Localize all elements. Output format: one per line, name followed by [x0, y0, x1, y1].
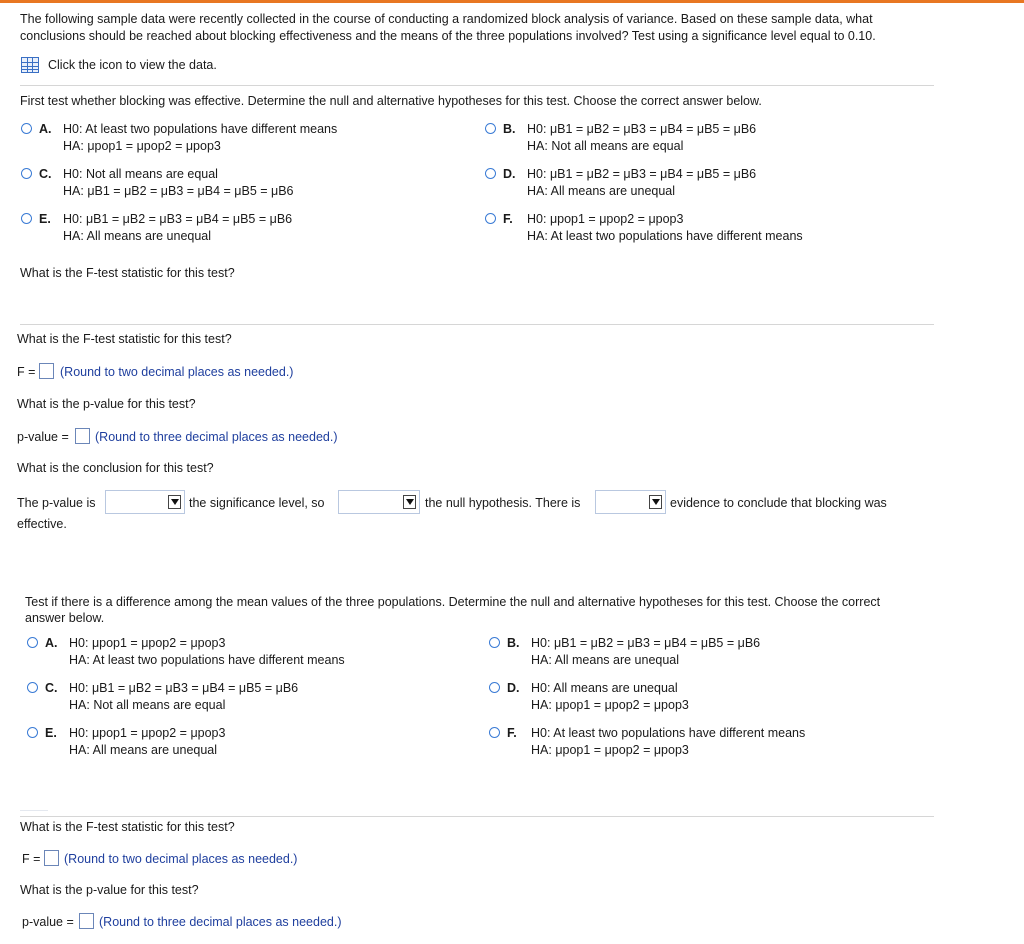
part1-f-question-preview: What is the F-test statistic for this test?: [20, 266, 235, 280]
h0-label: H0:: [527, 212, 547, 226]
h0-label: H0:: [63, 167, 83, 181]
conclusion-text-4: evidence to conclude that blocking was: [670, 496, 887, 510]
radio-button[interactable]: [27, 637, 38, 648]
part2-f-hint: (Round to two decimal places as needed.): [64, 852, 298, 866]
radio-button[interactable]: [485, 168, 496, 179]
option-letter: D.: [507, 681, 520, 695]
null-hypothesis: [527, 212, 683, 226]
ha-text: All means are unequal: [554, 653, 680, 667]
option-letter: F.: [503, 212, 513, 226]
null-hypothesis: [527, 167, 756, 181]
radio-button[interactable]: [485, 213, 496, 224]
divider: [20, 324, 934, 325]
option-letter: C.: [45, 681, 58, 695]
h0-label: H0:: [69, 636, 89, 650]
alternative-hypothesis: [63, 229, 211, 243]
alternative-hypothesis: [527, 139, 683, 153]
h0-text: Not all means are equal: [85, 167, 218, 181]
h0-text: At least two populations have different means: [85, 122, 338, 136]
h0-text: μB1 = μB2 = μB3 = μB4 = μB5 = μB6: [91, 681, 299, 695]
option-letter: A.: [39, 122, 52, 136]
conclusion-text-2: the significance level, so: [189, 496, 325, 510]
alternative-hypothesis: [527, 184, 675, 198]
radio-button[interactable]: [21, 213, 32, 224]
part2-f-label: F =: [22, 852, 41, 866]
h0-text: μB1 = μB2 = μB3 = μB4 = μB5 = μB6: [549, 122, 757, 136]
part1-prompt: First test whether blocking was effective. Determine the null and alternative hypotheses for this test. Choose the correct answer below.: [20, 94, 762, 108]
part1-f-input[interactable]: [39, 363, 54, 379]
null-hypothesis: [527, 122, 756, 136]
part2-p-input[interactable]: [79, 913, 94, 929]
null-hypothesis: [531, 681, 678, 695]
ha-label: HA:: [69, 698, 90, 712]
part1-conclusion-question: What is the conclusion for this test?: [17, 461, 214, 475]
ha-label: HA:: [531, 698, 552, 712]
alternative-hypothesis: [63, 184, 294, 198]
ha-label: HA:: [527, 139, 548, 153]
h0-label: H0:: [531, 681, 551, 695]
h0-text: μpop1 = μpop2 = μpop3: [91, 636, 226, 650]
h0-label: H0:: [527, 167, 547, 181]
radio-button[interactable]: [21, 168, 32, 179]
alternative-hypothesis: [69, 653, 345, 667]
ha-label: HA:: [531, 743, 552, 757]
part2-p-question: What is the p-value for this test?: [20, 883, 199, 897]
ha-text: All means are unequal: [550, 184, 676, 198]
part2-prompt-line-1: Test if there is a difference among the mean values of the three populations. Determine the null and alternative hypotheses for this test. Choose the correct: [25, 595, 881, 609]
conclusion-text-5: effective.: [17, 517, 67, 531]
null-hypothesis: [63, 122, 337, 136]
h0-label: H0:: [531, 726, 551, 740]
null-hypothesis: [69, 726, 225, 740]
alternative-hypothesis: [527, 229, 803, 243]
alternative-hypothesis: [531, 743, 689, 757]
ha-text: μpop1 = μpop2 = μpop3: [87, 139, 221, 153]
divider: [20, 85, 934, 86]
null-decision-dropdown[interactable]: [338, 490, 420, 514]
h0-text: At least two populations have different means: [553, 726, 806, 740]
radio-button[interactable]: [485, 123, 496, 134]
part1-p-label: p-value =: [17, 430, 69, 444]
part1-f-label: F =: [17, 365, 36, 379]
part1-p-hint: (Round to three decimal places as needed.): [95, 430, 338, 444]
h0-label: H0:: [69, 681, 89, 695]
ha-label: HA:: [63, 229, 84, 243]
chevron-down-icon: [649, 495, 662, 509]
conclusion-text-3: the null hypothesis. There is: [425, 496, 581, 510]
part2-f-question: What is the F-test statistic for this test?: [20, 820, 235, 834]
h0-text: μB1 = μB2 = μB3 = μB4 = μB5 = μB6: [553, 636, 761, 650]
null-hypothesis: [69, 636, 225, 650]
question-line-2: conclusions should be reached about blocking effectiveness and the means of the three populations involved? Test using a significance level equal to 0.10.: [20, 29, 876, 43]
option-letter: E.: [39, 212, 51, 226]
ha-label: HA:: [63, 139, 84, 153]
radio-button[interactable]: [489, 682, 500, 693]
part2-prompt: [25, 594, 925, 626]
null-hypothesis: [63, 212, 292, 226]
question-text: [20, 11, 1010, 45]
ha-text: All means are unequal: [86, 229, 212, 243]
h0-label: H0:: [63, 122, 83, 136]
alternative-hypothesis: [63, 139, 221, 153]
ha-text: At least two populations have different means: [550, 229, 803, 243]
ha-label: HA:: [527, 229, 548, 243]
top-accent-bar: [0, 0, 1024, 3]
part1-f-hint: (Round to two decimal places as needed.): [60, 365, 294, 379]
radio-button[interactable]: [27, 727, 38, 738]
ha-label: HA:: [527, 184, 548, 198]
evidence-dropdown[interactable]: [595, 490, 666, 514]
pvalue-comparison-dropdown[interactable]: [105, 490, 185, 514]
option-letter: B.: [507, 636, 520, 650]
alternative-hypothesis: [69, 743, 217, 757]
part1-p-input[interactable]: [75, 428, 90, 444]
h0-text: μpop1 = μpop2 = μpop3: [549, 212, 684, 226]
ha-text: Not all means are equal: [93, 698, 226, 712]
divider: [20, 816, 934, 817]
data-link-text[interactable]: Click the icon to view the data.: [48, 58, 217, 72]
alternative-hypothesis: [531, 698, 689, 712]
h0-text: μB1 = μB2 = μB3 = μB4 = μB5 = μB6: [549, 167, 757, 181]
radio-button[interactable]: [27, 682, 38, 693]
h0-text: μpop1 = μpop2 = μpop3: [91, 726, 226, 740]
option-letter: C.: [39, 167, 52, 181]
chevron-down-icon: [168, 495, 181, 509]
part1-p-question: What is the p-value for this test?: [17, 397, 196, 411]
alternative-hypothesis: [531, 653, 679, 667]
option-letter: D.: [503, 167, 516, 181]
conclusion-text-1: The p-value is: [17, 496, 96, 510]
alternative-hypothesis: [69, 698, 225, 712]
h0-text: μB1 = μB2 = μB3 = μB4 = μB5 = μB6: [85, 212, 293, 226]
ha-text: At least two populations have different means: [92, 653, 345, 667]
radio-button[interactable]: [21, 123, 32, 134]
option-letter: A.: [45, 636, 58, 650]
divider: [20, 810, 48, 811]
ha-label: HA:: [531, 653, 552, 667]
h0-label: H0:: [531, 636, 551, 650]
h0-label: H0:: [527, 122, 547, 136]
option-letter: F.: [507, 726, 517, 740]
option-letter: B.: [503, 122, 516, 136]
null-hypothesis: [63, 167, 218, 181]
h0-label: H0:: [63, 212, 83, 226]
null-hypothesis: [531, 636, 760, 650]
null-hypothesis: [531, 726, 805, 740]
chevron-down-icon: [403, 495, 416, 509]
part2-p-hint: (Round to three decimal places as needed.): [99, 915, 342, 929]
h0-text: All means are unequal: [553, 681, 678, 695]
option-letter: E.: [45, 726, 57, 740]
question-line-1: The following sample data were recently collected in the course of conducting a randomized block analysis of variance. Based on these sample data, what: [20, 12, 873, 26]
ha-text: Not all means are equal: [551, 139, 684, 153]
null-hypothesis: [69, 681, 298, 695]
part1-f-question: What is the F-test statistic for this test?: [17, 332, 232, 346]
radio-button[interactable]: [489, 727, 500, 738]
h0-label: H0:: [69, 726, 89, 740]
ha-label: HA:: [69, 653, 90, 667]
ha-text: μpop1 = μpop2 = μpop3: [555, 698, 689, 712]
ha-text: μpop1 = μpop2 = μpop3: [555, 743, 689, 757]
part2-prompt-line-2: answer below.: [25, 611, 105, 625]
ha-text: μB1 = μB2 = μB3 = μB4 = μB5 = μB6: [87, 184, 294, 198]
radio-button[interactable]: [489, 637, 500, 648]
ha-label: HA:: [63, 184, 84, 198]
data-table-icon[interactable]: [21, 57, 39, 73]
ha-label: HA:: [69, 743, 90, 757]
part2-p-label: p-value =: [22, 915, 74, 929]
ha-text: All means are unequal: [92, 743, 218, 757]
part2-f-input[interactable]: [44, 850, 59, 866]
